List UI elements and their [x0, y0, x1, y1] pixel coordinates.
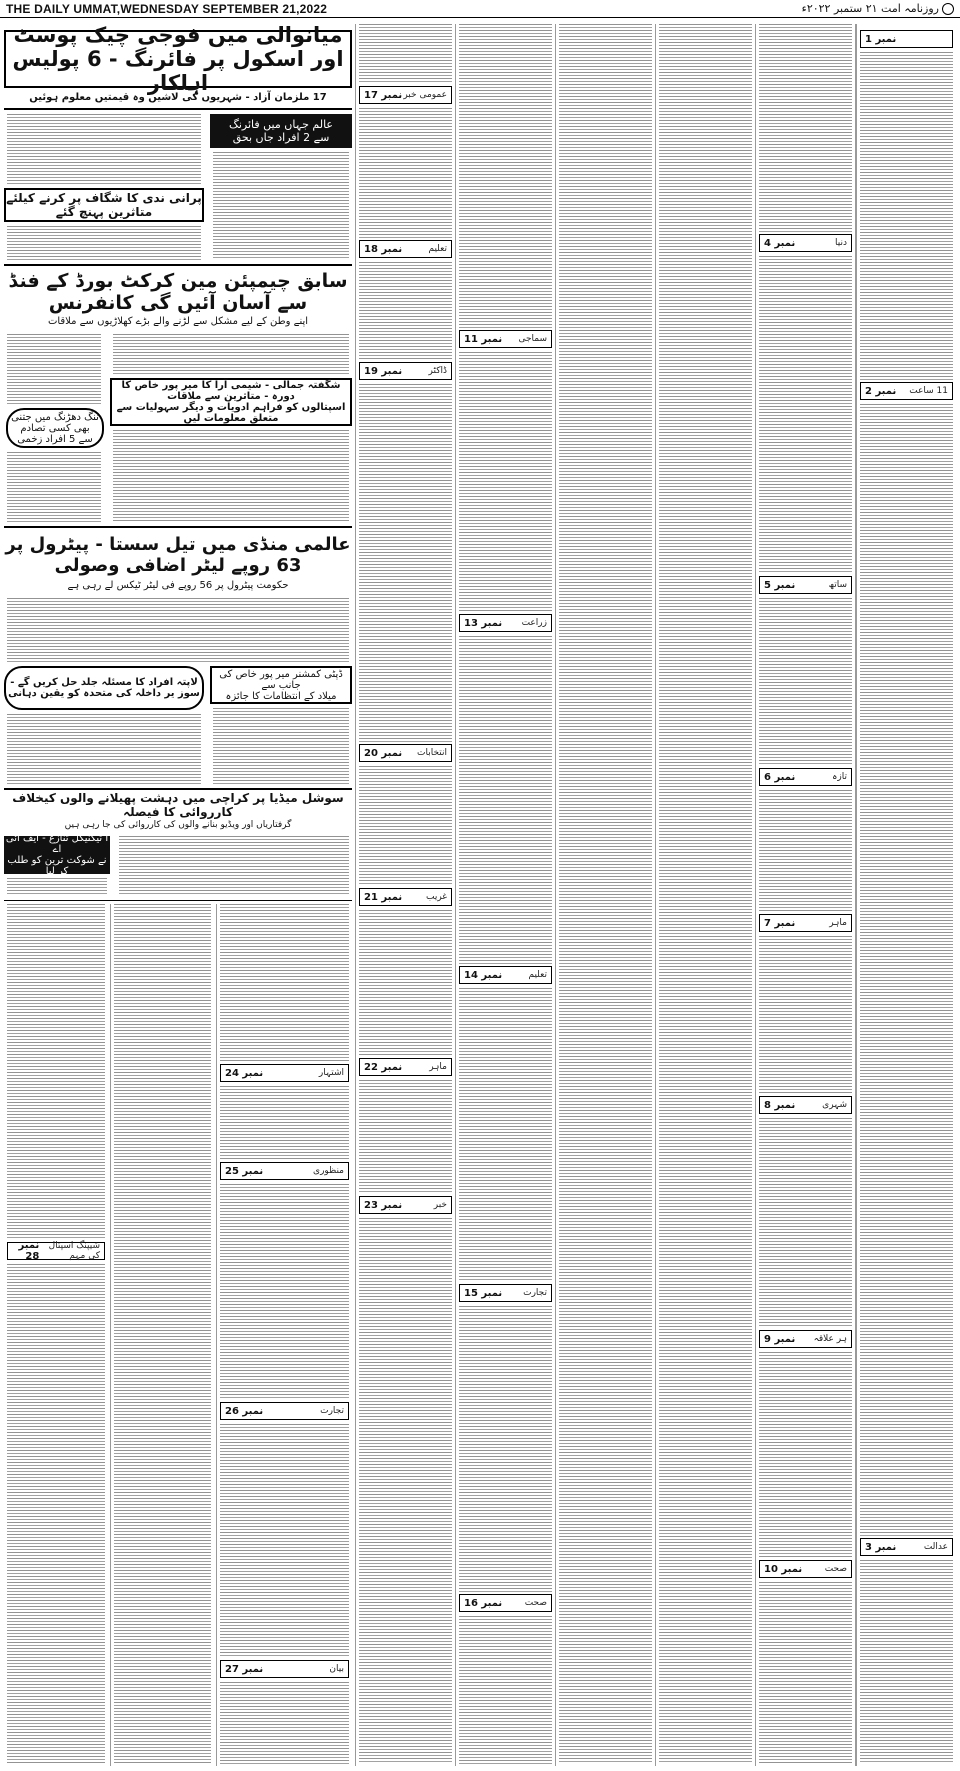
column-left-1 — [4, 904, 108, 1766]
number-box-no: نمبر 6 — [764, 771, 796, 783]
number-box — [759, 1096, 852, 1114]
number-box-cap: تازہ — [832, 772, 847, 782]
number-box — [220, 1064, 349, 1082]
column-7 — [755, 24, 855, 1766]
number-box-no: نمبر 26 — [225, 1405, 264, 1417]
number-box-cap: غریب — [425, 892, 447, 902]
number-box-cap: اشتہار — [318, 1068, 344, 1078]
box-2-line1: شگفتہ جمالی - شیمی آرا کا میر پور خاص کا دورہ - متاثرین سے ملاقات — [121, 380, 341, 402]
headline-1-sub: 17 ملزمان آزاد - شہریوں کی لاشیں وہ قیمتیں معلوم ہوئیں — [29, 92, 327, 103]
oval-3-line1: لاپتہ افراد کا مسئلہ جلد حل کریں گے - سوز یر داخلہ کی متحدہ کو یقین دہانی — [8, 677, 200, 699]
number-box-cap: ماہر — [829, 918, 847, 928]
box-1 — [4, 188, 204, 222]
number-box — [359, 1196, 452, 1214]
number-box-no: نمبر 8 — [764, 1099, 796, 1111]
number-box-cap: تعلیم — [428, 244, 447, 254]
story-text — [4, 598, 352, 662]
box-3 — [210, 666, 352, 704]
headline-3-sub: حکومت پیٹرول پر 56 روپے فی لیٹر ٹیکس لے رہی ہے — [67, 580, 289, 591]
number-box — [759, 576, 852, 594]
story-text — [4, 114, 204, 184]
number-box-no: نمبر 2 — [865, 385, 897, 397]
oval-2-line1: ننگ دھڑنگ میں جتنی بھی کسی تصادم — [11, 411, 99, 434]
number-box-cap: زراعت — [521, 618, 547, 628]
number-box-no: نمبر 17 — [364, 89, 403, 101]
masthead-urdu-text: روزنامہ امت ۲۱ ستمبر ۲۰۲۲ء — [801, 2, 939, 15]
story-text — [4, 334, 104, 404]
story-text — [210, 152, 352, 260]
headline-1-title: میانوالی میں فوجی چیک پوسٹ اور اسکول پر فائرنگ - 6 پولیس اہلکار — [12, 23, 344, 95]
story-text — [4, 452, 104, 522]
number-box — [860, 30, 953, 48]
number-box — [459, 330, 552, 348]
number-box-cap: دنیا — [835, 238, 847, 248]
number-box-no: نمبر 20 — [364, 747, 403, 759]
logo-icon — [942, 3, 954, 15]
number-box-no: نمبر 23 — [364, 1199, 403, 1211]
divider — [4, 108, 352, 110]
number-box-no: نمبر 7 — [764, 917, 796, 929]
number-box-no: نمبر 21 — [364, 891, 403, 903]
box-1-line1: پرانی ندی کا شگاف پر کرنے کیلئے متاثرین پہنچ گئے — [6, 191, 202, 219]
oval-2-line2: سے 5 افراد زخمی — [17, 433, 93, 445]
number-box-cap: 11 ساعت — [909, 386, 948, 396]
number-box-cap: ڈاکٹر — [428, 366, 447, 376]
number-box-no: نمبر 14 — [464, 969, 503, 981]
number-box-no: نمبر 18 — [364, 243, 403, 255]
number-box — [860, 382, 953, 400]
headline-4-title: سوشل میڈیا پر کراچی میں دہشت پھیلانے والوں کیخلاف کارروائی کا فیصلہ — [12, 791, 344, 819]
column-6 — [655, 24, 755, 1766]
number-box-no: نمبر 15 — [464, 1287, 503, 1299]
headline-2-title: سابق چیمپئن مین کرکٹ بورڈ کے فنڈ سے آسان آئیں گی کانفرنس — [8, 270, 348, 314]
number-box-no: نمبر 28 — [18, 1240, 40, 1262]
number-box-no: نمبر 16 — [464, 1597, 503, 1609]
number-box-no: نمبر 24 — [225, 1067, 264, 1079]
number-box-cap: ماہر — [429, 1062, 447, 1072]
number-box-no: نمبر 4 — [764, 237, 796, 249]
column-4 — [455, 24, 555, 1766]
number-box — [220, 1162, 349, 1180]
number-box-no: نمبر 27 — [225, 1663, 264, 1675]
number-box — [220, 1402, 349, 1420]
number-box-no: نمبر 3 — [865, 1541, 897, 1553]
number-box-cap: بیان — [329, 1664, 344, 1674]
masthead-urdu — [802, 2, 954, 15]
oval-box-3 — [4, 666, 204, 710]
number-box-cap: شیپنگ اسپتال کی مہم — [48, 1241, 100, 1261]
story-text — [110, 430, 352, 522]
headline-4-sub: گرفتاریاں اور ویڈیو بنانے والوں کی کارروائی کی جا رہی ہیں — [64, 820, 292, 830]
number-box — [459, 614, 552, 632]
number-box-no: نمبر 19 — [364, 365, 403, 377]
headline-4 — [4, 792, 352, 818]
dark-box-1-line1: عالم جہاں میں فائرنگ — [229, 118, 333, 131]
number-box — [860, 1538, 953, 1556]
column-3 — [355, 24, 455, 1766]
number-box — [359, 1058, 452, 1076]
number-box-no: نمبر 10 — [764, 1563, 803, 1575]
box-3-line2: میلاد کے انتظامات کا جائزہ — [225, 690, 337, 702]
front-page-right-section — [355, 24, 956, 1766]
number-box-cap: تعلیم — [528, 970, 547, 980]
number-box-no: نمبر 9 — [764, 1333, 796, 1345]
dark-box-1-line2: سے 2 افراد جاں بحق — [232, 131, 330, 144]
number-box — [359, 888, 452, 906]
number-box-no: نمبر 1 — [865, 33, 897, 45]
number-box — [759, 768, 852, 786]
column-8 — [856, 24, 956, 1766]
number-box-cap: انتخابات — [417, 748, 447, 758]
column-left-2 — [110, 904, 214, 1766]
masthead-english: THE DAILY UMMAT,WEDNESDAY SEPTEMBER 21,2022 — [6, 1, 328, 16]
number-box-cap: تجارت — [320, 1406, 344, 1416]
story-text — [116, 836, 352, 896]
number-box-cap: صحت — [524, 1598, 547, 1608]
number-box-cap: ساتھ — [828, 580, 847, 590]
headline-1 — [4, 23, 352, 95]
story-text — [4, 878, 110, 896]
box-2-line2: اسپتالوں کو فراہم ادویات و دیگر سہولیات سے متعلق معلومات لیں — [116, 402, 346, 424]
divider — [4, 900, 352, 901]
dark-box-4-line1: آ ٹیکنیکل تنازع - ایف آئی اے — [5, 833, 109, 855]
dark-box-1 — [210, 114, 352, 148]
number-box-no: نمبر 5 — [764, 579, 796, 591]
number-box-cap: عمومی خبر — [403, 90, 447, 100]
number-box — [759, 1560, 852, 1578]
number-box — [7, 1242, 105, 1260]
front-page-left-section — [4, 24, 352, 1766]
divider — [4, 264, 352, 266]
number-box-no: نمبر 25 — [225, 1165, 264, 1177]
number-box-cap: خبر — [433, 1200, 447, 1210]
dark-box-4 — [4, 833, 110, 877]
headline-3 — [4, 532, 352, 578]
box-3-line1: ڈپٹی کمشنر میر پور خاص کی جانب سے — [219, 668, 343, 691]
masthead — [0, 0, 960, 18]
story-text — [210, 708, 352, 784]
story-text — [4, 714, 204, 784]
number-box-cap: منظوری — [313, 1166, 344, 1176]
headline-3-title: عالمی منڈی میں تیل سستا - پیٹرول پر 63 روپے لیٹر اضافی وصولی — [5, 534, 351, 576]
column-5 — [555, 24, 655, 1766]
number-box-cap: سماجی — [518, 334, 547, 344]
number-box — [359, 240, 452, 258]
number-box-no: نمبر 22 — [364, 1061, 403, 1073]
number-box-cap: صحت — [824, 1564, 847, 1574]
number-box-no: نمبر 13 — [464, 617, 503, 629]
oval-box-2 — [6, 408, 104, 448]
dark-box-4-line2: نے شوکت ترین کو طلب کر لیا — [7, 855, 107, 877]
story-text — [110, 334, 352, 374]
number-box — [459, 1284, 552, 1302]
divider — [4, 788, 352, 790]
number-box — [220, 1660, 349, 1678]
number-box-cap: عدالت — [923, 1542, 948, 1552]
number-box — [459, 966, 552, 984]
number-box — [759, 914, 852, 932]
number-box-no: نمبر 11 — [464, 333, 503, 345]
number-box-cap: تجارت — [523, 1288, 547, 1298]
story-text — [4, 226, 204, 260]
number-box-cap: ہر علاقہ — [813, 1334, 847, 1344]
number-box — [359, 744, 452, 762]
headline-2-sub: اپنے وطن کے لیے مشکل سے لڑنے والے بڑے کھلاڑیوں سے ملاقات — [47, 316, 309, 327]
number-box — [759, 234, 852, 252]
headline-2 — [4, 270, 352, 314]
number-box — [359, 86, 452, 104]
box-2 — [110, 378, 352, 426]
number-box-cap: شہری — [822, 1100, 847, 1110]
number-box — [759, 1330, 852, 1348]
number-box — [359, 362, 452, 380]
number-box — [459, 1594, 552, 1612]
column-left-3 — [216, 904, 352, 1766]
divider — [4, 526, 352, 528]
